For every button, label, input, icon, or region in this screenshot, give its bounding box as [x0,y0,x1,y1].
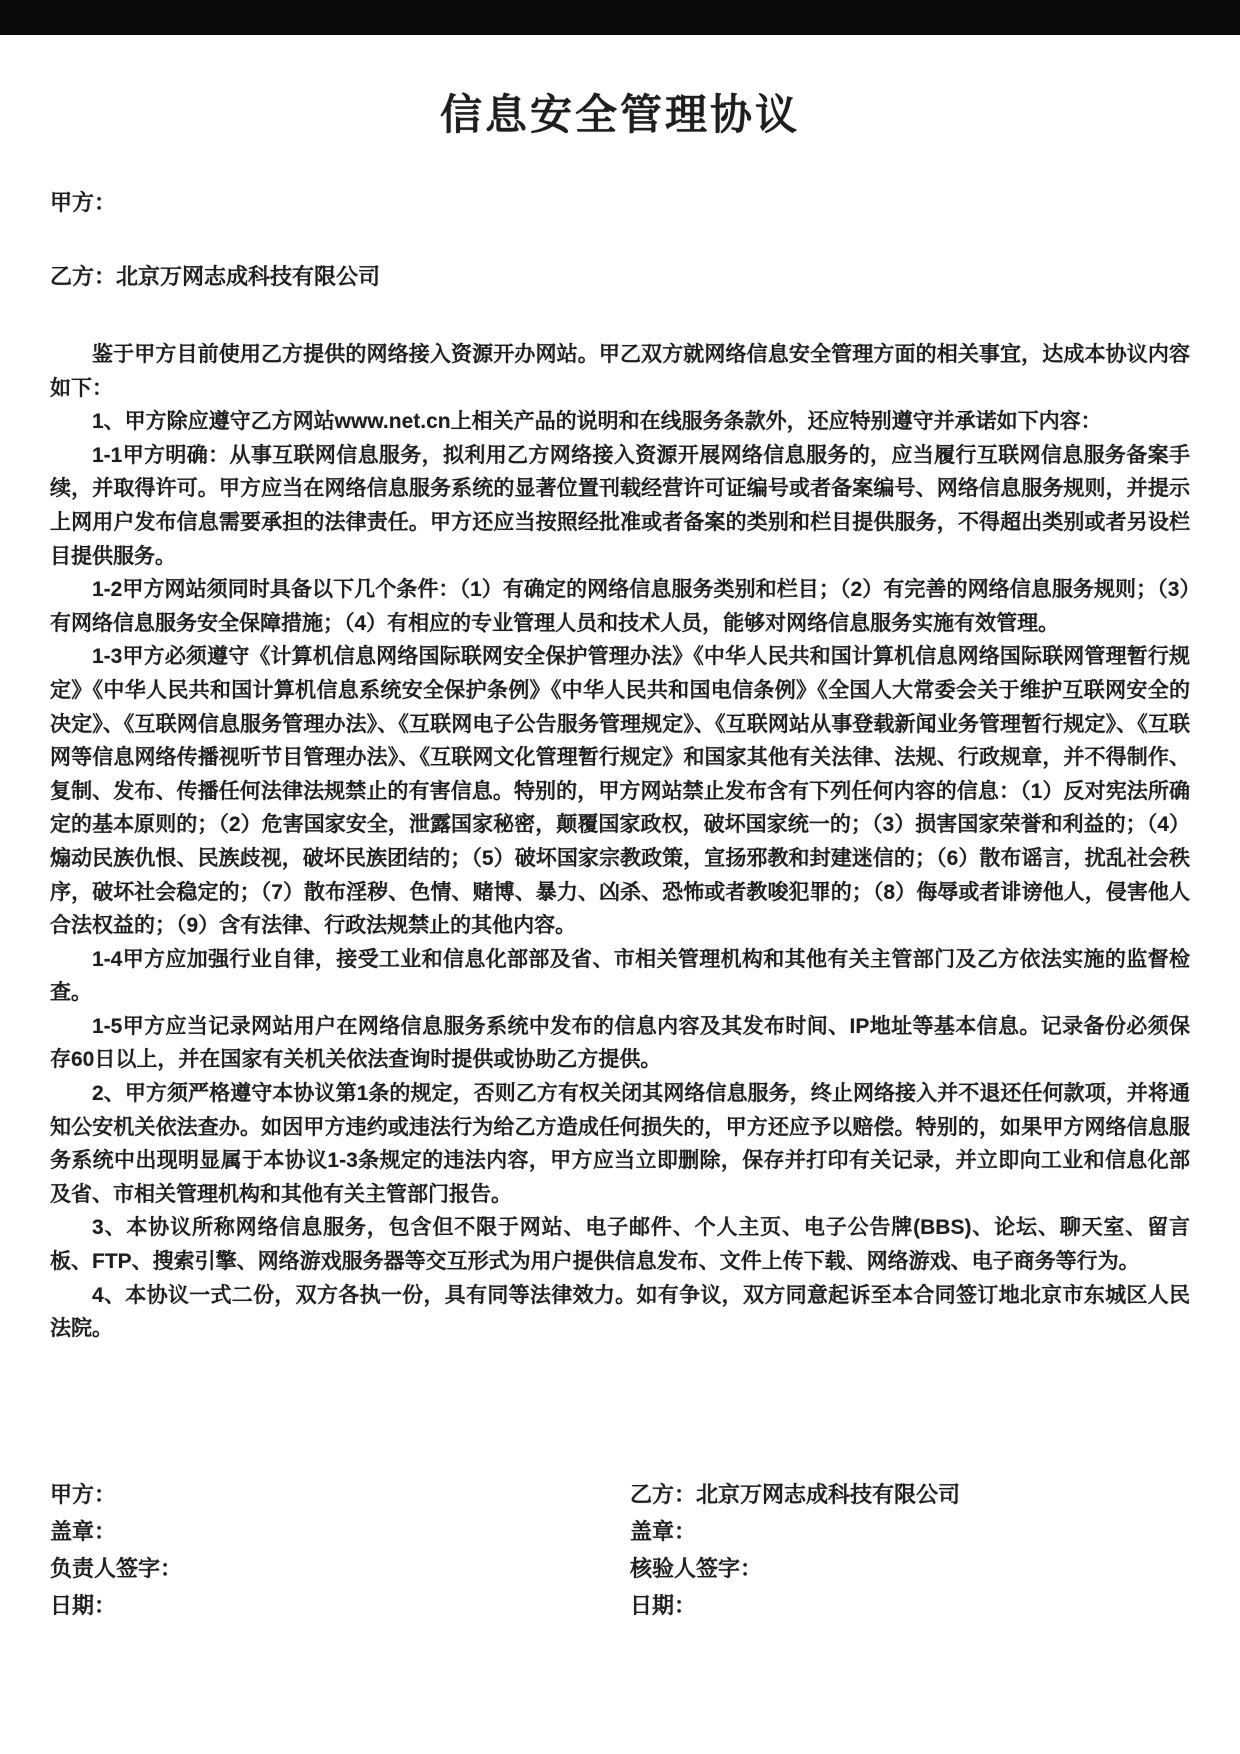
party-b-verifier-row: 核验人签字： [630,1556,763,1581]
paragraph-clause-1: 1、甲方除应遵守乙方网站www.net.cn上相关产品的说明和在线服务条款外，还应特别遵守并承诺如下内容： [92,410,1102,434]
party-b-header-line: 乙方：北京万网志成科技有限公司 [50,264,381,289]
paragraph-clause-2: 2、甲方须严格遵守本协议第1条的规定，否则乙方有权关闭其网络信息服务，终止网络接入并不退还任何款项，并将通知公安机关依法查办。如因甲方违约或违法行为给乙方造成任何损失的，甲方还应予以赔偿。特别的，如果甲方网络信息服务系统中出现明显属于本协议1-3条规定的违法内容，甲方应当立即删除，保存并打印有关记录，并立即向工业和信息化部及省、市相关管理机构和其他有关主管部门报告。 [50,1082,1190,1206]
paragraph-clause-1-1: 1-1甲方明确：从事互联网信息服务，拟利用乙方网络接入资源开展网络信息服务的，应当履行互联网信息服务备案手续，并取得许可。甲方应当在网络信息服务系统的显著位置刊载经营许可证编号或者备案编号、网络信息服务规则，并提示上网用户发布信息需要承担的法律责任。甲方还应当按照经批准或者备案的类别和栏目提供服务，不得超出类别或者另设栏目提供服务。 [50,443,1190,568]
party-b-signature-column [630,1476,1192,1624]
paragraph-clause-1-4: 1-4甲方应加强行业自律，接受工业和信息化部部及省、市相关管理机构和其他有关主管部门及乙方依法实施的监督检查。 [50,947,1190,1005]
paragraph-preamble: 鉴于甲方目前使用乙方提供的网络接入资源开办网站。甲乙双方就网络信息安全管理方面的相关事宜，达成本协议内容如下： [50,343,1190,400]
party-b-date-row: 日期： [630,1593,697,1618]
party-a-signature-column [50,1476,630,1624]
paragraph-clause-1-3: 1-3甲方必须遵守《计算机信息网络国际联网安全保护管理办法》《中华人民共和国计算机信息网络国际联网管理暂行规定》《中华人民共和国计算机信息系统安全保护条例》《中华人民共和国电信条例》《全国人大常委会关于维护互联网安全的决定》、《互联网信息服务管理办法》、《互联网电子公告服务管理规定》、《互联网站从事登载新闻业务管理暂行规定》、《互联网等信息网络传播视听节目管理办法》、《互联网文化管理暂行规定》和国家其他有关法律、法规、行政规章，并不得制作、复制、发布、传播任何法律法规禁止的有害信息。特别的，甲方网站禁止发布含有下列任何内容的信息：（1）反对宪法所确定的基本原则的；（2）危害国家安全，泄露国家秘密，颠覆国家政权，破坏国家统一的；（3）损害国家荣誉和利益的；（4）煽动民族仇恨、民族歧视，破坏民族团结的；（5）破坏国家宗教政策，宣扬邪教和封建迷信的；（6）散布谣言，扰乱社会秩序，破坏社会稳定的；（7）散布淫秽、色情、赌博、暴力、凶杀、恐怖或者教唆犯罪的；（8）侮辱或者诽谤他人，侵害他人合法权益的；（9）含有法律、行政法规禁止的其他内容。 [50,645,1190,938]
scan-artifact-bar [0,0,1240,35]
party-a-header-line: 甲方： [50,190,117,215]
paragraph-clause-4: 4、本协议一式二份，双方各执一份，具有同等法律效力。如有争议，双方同意起诉至本合同签订地北京市东城区人民法院。 [50,1283,1190,1341]
party-a-name-row: 甲方： [50,1482,117,1507]
paragraph-clause-3: 3、本协议所称网络信息服务，包含但不限于网站、电子邮件、个人主页、电子公告牌(BBS)、论坛、聊天室、留言板、FTP、搜索引擎、网络游戏服务器等交互形式为用户提供信息发布、文件上传下载、网络游戏、电子商务等行为。 [50,1216,1190,1274]
agreement-body [50,338,1190,1346]
signature-block [50,1476,1192,1624]
party-b-seal-row: 盖章： [630,1519,697,1544]
party-b-name-row: 乙方：北京万网志成科技有限公司 [630,1482,961,1507]
party-a-date-row: 日期： [50,1593,117,1618]
paragraph-clause-1-5: 1-5甲方应当记录网站用户在网络信息服务系统中发布的信息内容及其发布时间、IP地址等基本信息。记录备份必须保存60日以上，并在国家有关机关依法查询时提供或协助乙方提供。 [50,1014,1190,1072]
party-a-seal-row: 盖章： [50,1519,117,1544]
party-a-signer-row: 负责人签字： [50,1556,183,1581]
page-title: 信息安全管理协议 [439,91,800,138]
paragraph-clause-1-2: 1-2甲方网站须同时具备以下几个条件：（1）有确定的网络信息服务类别和栏目；（2）有完善的网络信息服务规则；（3）有网络信息服务安全保障措施；（4）有相应的专业管理人员和技术人员，能够对网络信息服务实施有效管理。 [50,578,1190,635]
